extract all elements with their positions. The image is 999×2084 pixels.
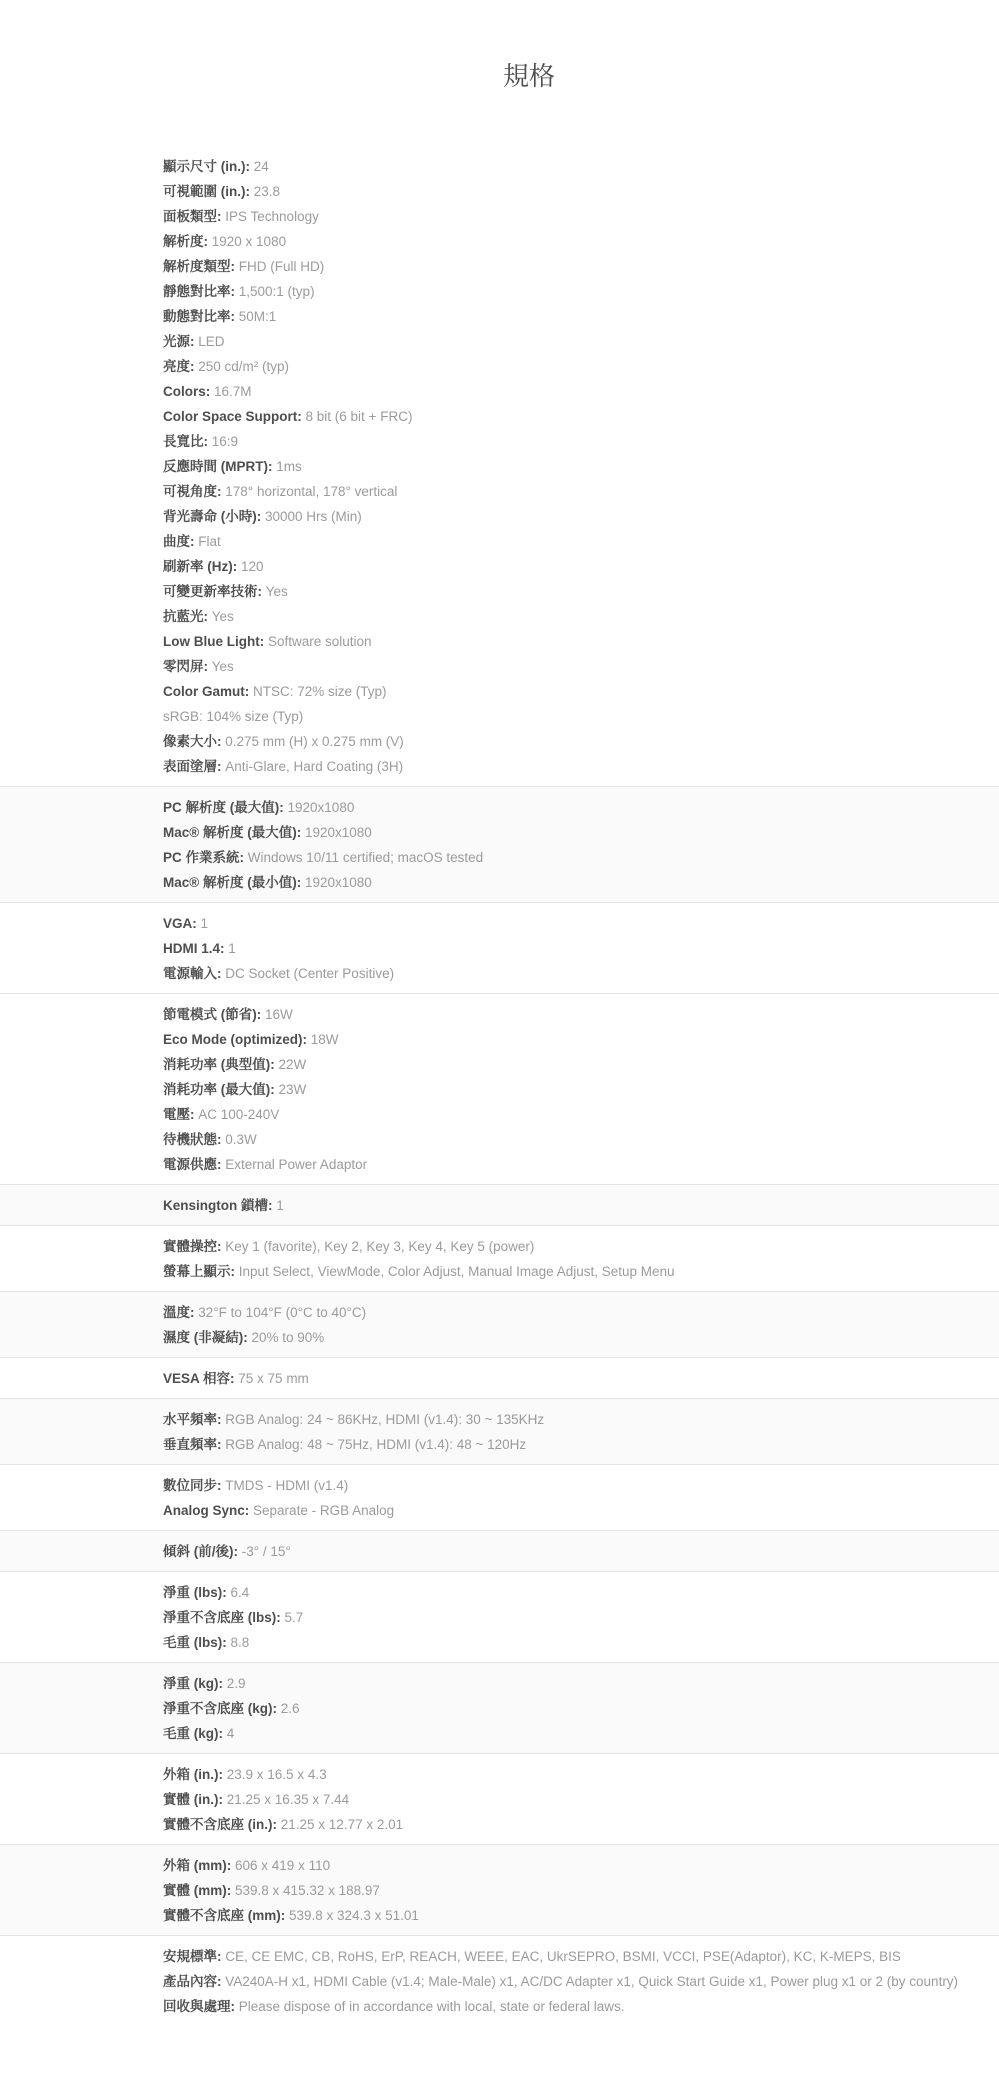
spec-section-inner — [0, 154, 999, 779]
spec-row — [163, 454, 895, 479]
spec-value: 21.25 x 12.77 x 2.01 — [280, 1817, 404, 1832]
spec-section-weight-kg — [0, 1662, 999, 1753]
spec-label: 靜態對比率: — [163, 284, 235, 299]
spec-value: 1920x1080 — [304, 825, 372, 840]
spec-row — [163, 704, 895, 729]
spec-label: 抗藍光: — [163, 609, 208, 624]
spec-section-ergonomics — [0, 1530, 999, 1571]
spec-label: 光源: — [163, 334, 195, 349]
spec-row — [163, 1152, 895, 1177]
spec-value: TMDS - HDMI (v1.4) — [225, 1478, 349, 1493]
spec-row — [163, 1878, 895, 1903]
spec-row — [163, 329, 895, 354]
spec-row — [163, 1432, 895, 1457]
spec-section-dimensions-in — [0, 1753, 999, 1844]
spec-label: 面板類型: — [163, 209, 222, 224]
spec-value: RGB Analog: 24 ~ 86KHz, HDMI (v1.4): 30 ~ 135KHz — [225, 1412, 545, 1427]
spec-value: 16.7M — [214, 384, 252, 399]
spec-label: 消耗功率 (最大值): — [163, 1082, 275, 1097]
spec-label: 曲度: — [163, 534, 195, 549]
spec-row — [163, 154, 895, 179]
spec-value: FHD (Full HD) — [238, 259, 325, 274]
spec-value: sRGB: 104% size (Typ) — [163, 709, 304, 724]
spec-label: 表面塗層: — [163, 759, 222, 774]
spec-label: 實體操控: — [163, 1239, 222, 1254]
spec-row — [163, 1605, 895, 1630]
spec-row — [163, 911, 895, 936]
spec-value: -3° / 15° — [241, 1544, 291, 1559]
spec-row — [163, 1102, 895, 1127]
spec-value: 0.3W — [225, 1132, 257, 1147]
spec-value: VA240A-H x1, HDMI Cable (v1.4; Male-Male) x1, AC/DC Adapter x1, Quick Start Guide x1, Power plug x1 or 2 (by country) — [225, 1974, 959, 1989]
spec-value: 1920x1080 — [304, 875, 372, 890]
spec-value: 539.8 x 415.32 x 188.97 — [235, 1883, 380, 1898]
spec-label: 回收與處理: — [163, 1999, 235, 2014]
spec-label: 垂直頻率: — [163, 1437, 222, 1452]
spec-label: 待機狀態: — [163, 1132, 222, 1147]
spec-section-inner — [0, 1193, 999, 1218]
spec-row — [163, 429, 895, 454]
spec-label: 像素大小: — [163, 734, 222, 749]
spec-value: 18W — [310, 1032, 339, 1047]
spec-value: 1 — [276, 1198, 284, 1213]
spec-row — [163, 279, 895, 304]
spec-value: 5.7 — [284, 1610, 304, 1625]
spec-label: 解析度類型: — [163, 259, 235, 274]
spec-label: 濕度 (非凝結): — [163, 1330, 248, 1345]
spec-label: 反應時間 (MPRT): — [163, 459, 273, 474]
spec-section-inner — [0, 911, 999, 986]
spec-value: 1 — [228, 941, 236, 956]
spec-row — [163, 1580, 895, 1605]
spec-value: 2.6 — [280, 1701, 300, 1716]
spec-row — [163, 729, 895, 754]
spec-value: 50M:1 — [238, 309, 277, 324]
spec-label: VGA: — [163, 916, 197, 931]
spec-row — [163, 679, 895, 704]
spec-section-inner — [0, 1580, 999, 1655]
spec-value: 8.8 — [230, 1635, 250, 1650]
spec-label: 傾斜 (前/後): — [163, 1544, 238, 1559]
spec-row — [163, 1300, 895, 1325]
spec-section-inner — [0, 1539, 999, 1564]
spec-row — [163, 1473, 895, 1498]
spec-value: 606 x 419 x 110 — [235, 1858, 331, 1873]
spec-row — [163, 1027, 895, 1052]
spec-row — [163, 1721, 895, 1746]
spec-row — [163, 1539, 895, 1564]
spec-label: 動態對比率: — [163, 309, 235, 324]
spec-label: 水平頻率: — [163, 1412, 222, 1427]
spec-row — [163, 479, 895, 504]
spec-section-controls — [0, 1225, 999, 1291]
spec-label: HDMI 1.4: — [163, 941, 225, 956]
spec-row — [163, 1994, 895, 2019]
spec-value: Flat — [198, 534, 221, 549]
spec-section-inner — [0, 1002, 999, 1177]
spec-label: 淨重不含底座 (kg): — [163, 1701, 277, 1716]
spec-row — [163, 229, 895, 254]
page-title: 規格 — [502, 61, 555, 91]
spec-row — [163, 379, 895, 404]
spec-row — [163, 1234, 895, 1259]
spec-value: 120 — [241, 559, 264, 574]
spec-row — [163, 1787, 895, 1812]
spec-label: 實體不含底座 (mm): — [163, 1908, 286, 1923]
spec-label: 可變更新率技術: — [163, 584, 262, 599]
spec-section-power — [0, 993, 999, 1184]
spec-value: DC Socket (Center Positive) — [225, 966, 395, 981]
spec-value: Software solution — [268, 634, 372, 649]
spec-row — [163, 354, 895, 379]
spec-value: Yes — [211, 609, 234, 624]
spec-label: Analog Sync: — [163, 1503, 250, 1518]
spec-value: IPS Technology — [225, 209, 319, 224]
spec-value: 8 bit (6 bit + FRC) — [305, 409, 413, 424]
spec-value: 23.8 — [253, 184, 281, 199]
spec-section-panel — [0, 146, 999, 786]
spec-row — [163, 820, 895, 845]
spec-value: 1ms — [276, 459, 302, 474]
spec-section-environment — [0, 1291, 999, 1357]
spec-section-sync — [0, 1464, 999, 1530]
spec-label: 產品內容: — [163, 1974, 222, 1989]
spec-value: 20% to 90% — [251, 1330, 325, 1345]
spec-row — [163, 1077, 895, 1102]
spec-section-inner — [0, 1366, 999, 1391]
spec-label: 數位同步: — [163, 1478, 222, 1493]
spec-label: 淨重不含底座 (lbs): — [163, 1610, 281, 1625]
spec-row — [163, 1671, 895, 1696]
spec-row — [163, 795, 895, 820]
spec-label: 外箱 (in.): — [163, 1767, 223, 1782]
spec-label: 實體 (mm): — [163, 1883, 232, 1898]
spec-label: 可視角度: — [163, 484, 222, 499]
spec-row — [163, 845, 895, 870]
spec-value: CE, CE EMC, CB, RoHS, ErP, REACH, WEEE, EAC, UkrSEPRO, BSMI, VCCI, PSE(Adaptor), KC, K-MEPS, BIS — [225, 1949, 901, 1964]
spec-section-inner — [0, 1234, 999, 1284]
spec-value: Windows 10/11 certified; macOS tested — [247, 850, 484, 865]
spec-label: 刷新率 (Hz): — [163, 559, 238, 574]
spec-row — [163, 1259, 895, 1284]
spec-label: 淨重 (kg): — [163, 1676, 223, 1691]
spec-value: 32°F to 104°F (0°C to 40°C) — [198, 1305, 367, 1320]
spec-value: 24 — [253, 159, 269, 174]
spec-label: 顯示尺寸 (in.): — [163, 159, 250, 174]
spec-row — [163, 304, 895, 329]
spec-value: 23.9 x 16.5 x 4.3 — [226, 1767, 327, 1782]
spec-label: 實體不含底座 (in.): — [163, 1817, 277, 1832]
spec-row — [163, 254, 895, 279]
spec-value: External Power Adaptor — [225, 1157, 368, 1172]
spec-row — [163, 179, 895, 204]
spec-section-inner — [0, 1762, 999, 1837]
spec-row — [163, 1903, 895, 1928]
spec-label: 節電模式 (節省): — [163, 1007, 262, 1022]
spec-value: Please dispose of in accordance with local, state or federal laws. — [238, 1999, 625, 2014]
spec-label: 電源供應: — [163, 1157, 222, 1172]
spec-value: Yes — [265, 584, 288, 599]
spec-value: 30000 Hrs (Min) — [265, 509, 362, 524]
spec-value: 178° horizontal, 178° vertical — [225, 484, 398, 499]
spec-section-compliance — [0, 1935, 999, 2026]
spec-value: 1 — [200, 916, 209, 931]
spec-row — [163, 1325, 895, 1350]
spec-row — [163, 1407, 895, 1432]
spec-row — [163, 1696, 895, 1721]
spec-value: 23W — [278, 1082, 307, 1097]
spec-row — [163, 1969, 959, 1994]
spec-label: 背光壽命 (小時): — [163, 509, 262, 524]
spec-row — [163, 1762, 895, 1787]
spec-value: Input Select, ViewMode, Color Adjust, Manual Image Adjust, Setup Menu — [238, 1264, 675, 1279]
spec-value: LED — [198, 334, 225, 349]
spec-row — [163, 1127, 895, 1152]
spec-label: 電壓: — [163, 1107, 195, 1122]
spec-section-inner — [0, 795, 999, 895]
spec-label: Eco Mode (optimized): — [163, 1032, 307, 1047]
spec-value: RGB Analog: 48 ~ 75Hz, HDMI (v1.4): 48 ~ 120Hz — [225, 1437, 527, 1452]
spec-section-frequency — [0, 1398, 999, 1464]
spec-row — [163, 404, 895, 429]
spec-row — [163, 1853, 895, 1878]
spec-section-security — [0, 1184, 999, 1225]
spec-row — [163, 579, 895, 604]
spec-row — [163, 554, 895, 579]
spec-label: Low Blue Light: — [163, 634, 265, 649]
spec-section-inner — [0, 1407, 999, 1457]
spec-row — [163, 529, 895, 554]
spec-label: 消耗功率 (典型值): — [163, 1057, 275, 1072]
spec-label: 亮度: — [163, 359, 195, 374]
spec-label: 安規標準: — [163, 1949, 222, 1964]
spec-label: 電源輸入: — [163, 966, 222, 981]
spec-row — [163, 504, 895, 529]
spec-row — [163, 604, 895, 629]
spec-label: 毛重 (lbs): — [163, 1635, 227, 1650]
spec-row — [163, 1944, 901, 1969]
spec-label: 長寬比: — [163, 434, 208, 449]
spec-section-dimensions-mm — [0, 1844, 999, 1935]
spec-value: NTSC: 72% size (Typ) — [253, 684, 387, 699]
spec-section-inner — [0, 1300, 999, 1350]
spec-row — [163, 1366, 895, 1391]
spec-label: Color Space Support: — [163, 409, 302, 424]
spec-section-connectivity — [0, 902, 999, 993]
spec-label: PC 作業系統: — [163, 850, 244, 865]
spec-row — [163, 961, 895, 986]
spec-label: 可視範圍 (in.): — [163, 184, 250, 199]
spec-section-inner — [0, 1944, 999, 2019]
spec-label: Mac® 解析度 (最大值): — [163, 825, 302, 840]
spec-value: 6.4 — [230, 1585, 250, 1600]
spec-section-inner — [0, 1473, 999, 1523]
spec-label: 零閃屏: — [163, 659, 208, 674]
spec-row — [163, 1193, 895, 1218]
spec-row — [163, 754, 895, 779]
spec-value: Anti-Glare, Hard Coating (3H) — [225, 759, 404, 774]
spec-label: 溫度: — [163, 1305, 195, 1320]
spec-row — [163, 1002, 895, 1027]
spec-value: 1,500:1 (typ) — [238, 284, 315, 299]
spec-label: Kensington 鎖槽: — [163, 1198, 273, 1213]
spec-value: 250 cd/m² (typ) — [198, 359, 290, 374]
spec-value: 75 x 75 mm — [238, 1371, 309, 1386]
spec-row — [163, 1812, 895, 1837]
spec-value: Yes — [211, 659, 234, 674]
spec-value: Key 1 (favorite), Key 2, Key 3, Key 4, Key 5 (power) — [225, 1239, 535, 1254]
spec-label: 毛重 (kg): — [163, 1726, 223, 1741]
spec-row — [163, 204, 895, 229]
spec-row — [163, 936, 895, 961]
spec-label: 解析度: — [163, 234, 208, 249]
spec-label: PC 解析度 (最大值): — [163, 800, 284, 815]
spec-section-weight-lbs — [0, 1571, 999, 1662]
spec-section-inner — [0, 1853, 999, 1928]
spec-value: 4 — [226, 1726, 235, 1741]
spec-value: 1920x1080 — [287, 800, 355, 815]
spec-section-resolution — [0, 786, 999, 902]
spec-value: Separate - RGB Analog — [253, 1503, 395, 1518]
spec-label: Mac® 解析度 (最小值): — [163, 875, 302, 890]
spec-value: 22W — [278, 1057, 307, 1072]
spec-label: 實體 (in.): — [163, 1792, 223, 1807]
spec-value: 2.9 — [226, 1676, 246, 1691]
spec-row — [163, 1052, 895, 1077]
spec-section-mount — [0, 1357, 999, 1398]
spec-label: Colors: — [163, 384, 211, 399]
spec-label: Color Gamut: — [163, 684, 250, 699]
spec-label: 淨重 (lbs): — [163, 1585, 227, 1600]
spec-row — [163, 870, 895, 895]
spec-label: VESA 相容: — [163, 1371, 235, 1386]
spec-value: 1920 x 1080 — [211, 234, 287, 249]
spec-value: 0.275 mm (H) x 0.275 mm (V) — [225, 734, 404, 749]
spec-sections — [0, 146, 999, 2026]
spec-label: 螢幕上顯示: — [163, 1264, 235, 1279]
spec-row — [163, 629, 895, 654]
spec-value: 539.8 x 324.3 x 51.01 — [289, 1908, 419, 1923]
spec-row — [163, 1498, 895, 1523]
spec-value: 16W — [265, 1007, 293, 1022]
spec-row — [163, 1630, 895, 1655]
spec-label: 外箱 (mm): — [163, 1858, 232, 1873]
spec-value: AC 100-240V — [198, 1107, 280, 1122]
spec-section-inner — [0, 1671, 999, 1746]
spec-value: 16:9 — [211, 434, 239, 449]
spec-value: 21.25 x 16.35 x 7.44 — [226, 1792, 350, 1807]
spec-row — [163, 654, 895, 679]
